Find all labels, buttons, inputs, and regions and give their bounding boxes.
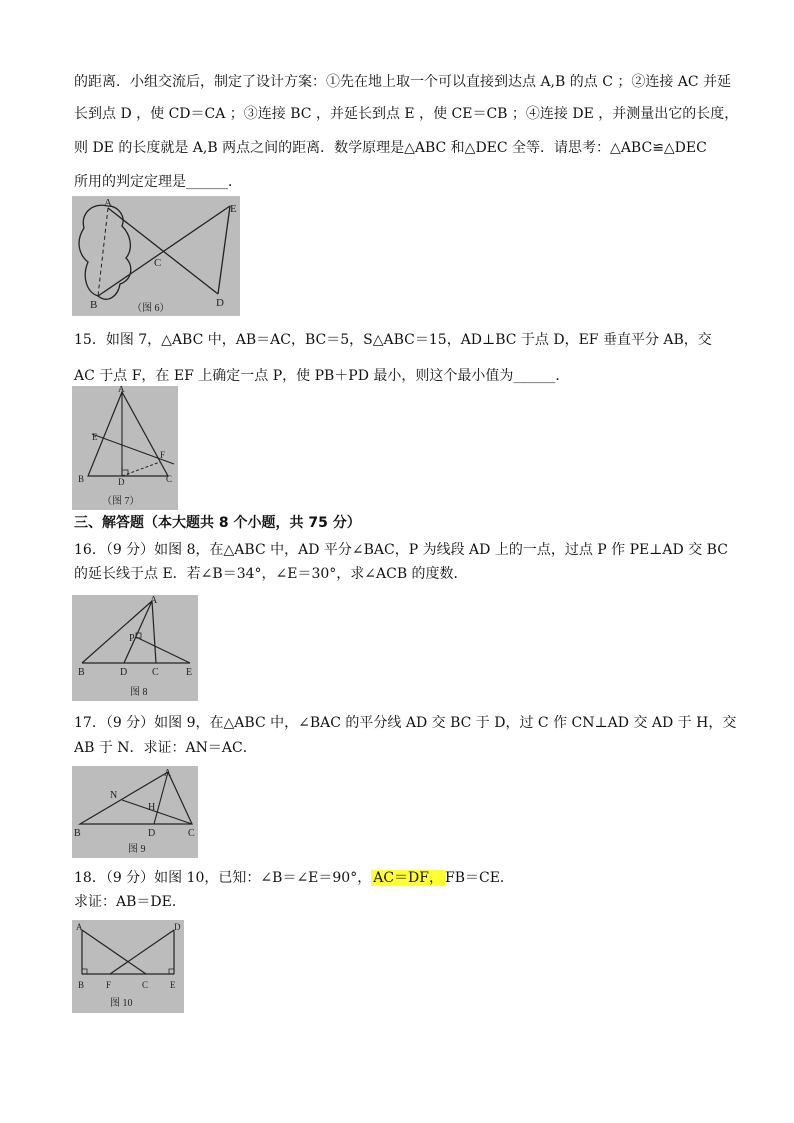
fig9-label-a: A	[164, 768, 172, 779]
p17-line-1: 17．（9 分）如图 9，在△ABC 中，∠BAC 的平分线 AD 交 BC 于 D，过 C 作 CN⊥AD 交 AD 于 H，交	[74, 715, 737, 731]
p18-line-2: 求证：AB＝DE．	[74, 894, 186, 910]
p15-line-2: AC 于点 F，在 EF 上确定一点 P，使 PB＋PD 最小，则这个最小值为______．	[74, 368, 570, 384]
fig7-label-a: A	[118, 386, 125, 394]
fig8-label-b: B	[78, 667, 85, 678]
figure-10	[72, 920, 184, 1013]
p15-line-1: 15．如图 7，△ABC 中，AB＝AC，BC＝5，S△ABC＝15，AD⊥BC 于点 D，EF 垂直平分 AB，交	[74, 332, 712, 348]
fig10-label-e: E	[170, 980, 176, 990]
p14-line-3: 则 DE 的长度就是 A,B 两点之间的距离．数学原理是△ABC 和△DEC 全等．请思考：△ABC≌△DEC	[74, 140, 707, 156]
fig8-label-c: C	[152, 667, 159, 678]
fig8-label-a: A	[150, 595, 158, 606]
fig6-label-c: C	[154, 257, 162, 269]
fig9-label-c: C	[188, 828, 195, 839]
fig9-label-n: N	[110, 790, 118, 801]
p16-line-1: 16．（9 分）如图 8，在△ABC 中，AD 平分∠BAC，P 为线段 AD 上的一点，过点 P 作 PE⊥AD 交 BC	[74, 542, 728, 558]
fig9-label-h: H	[148, 802, 156, 813]
p14-line-2: 长到点 D ，使 CD＝CA ；③连接 BC ，并延长到点 E ，使 CE＝CB ；④连接 DE ，并测量出它的长度，	[74, 106, 739, 122]
fig9-label-d: D	[148, 828, 156, 839]
p16-line-2: 的延长线于点 E．若∠B＝34°，∠E＝30°，求∠ACB 的度数．	[74, 566, 468, 582]
fig6-label-a: A	[104, 197, 112, 209]
fig7-label-e: E	[92, 432, 98, 442]
p17-line-2: AB 于 N．求证：AN＝AC．	[74, 740, 257, 756]
fig7-label-b: B	[78, 474, 85, 484]
fig10-label-c: C	[142, 980, 149, 990]
p18-given-text: 18．（9 分）如图 10，已知：∠B＝∠E＝90°，	[74, 870, 372, 886]
section-3-heading: 三、解答题（本大题共 8 个小题，共 75 分）	[74, 515, 361, 531]
fig8-label-p: P	[129, 633, 135, 644]
fig8-caption: 图 8	[130, 687, 148, 698]
fig10-label-a: A	[76, 922, 83, 932]
p18-given-text-end: FB＝CE．	[445, 870, 514, 886]
fig9-caption: 图 9	[128, 844, 146, 855]
p18-line-1	[74, 868, 514, 888]
p14-line-1: 的距离．小组交流后，制定了设计方案：①先在地上取一个可以直接到达点 A,B 的点 C ；②连接 AC 并延	[74, 74, 732, 90]
fig10-caption: 图 10	[110, 998, 133, 1009]
fig7-label-f: F	[160, 450, 166, 460]
fig6-caption: （图 6）	[132, 303, 170, 314]
figure-6	[72, 196, 240, 316]
fig6-label-b: B	[90, 299, 98, 311]
fig6-label-d: D	[216, 297, 224, 309]
fig10-label-b: B	[78, 980, 85, 990]
fig7-label-d: D	[118, 477, 125, 487]
fig8-label-d: D	[120, 667, 128, 678]
fig10-label-d: D	[174, 922, 181, 932]
figure-8	[72, 595, 198, 701]
fig9-label-b: B	[74, 828, 81, 839]
p18-highlighted-condition: AC＝DF，	[373, 870, 443, 886]
fig7-caption: （图 7）	[102, 496, 140, 507]
p14-line-4: 所用的判定定理是______．	[74, 174, 242, 190]
fig6-label-e: E	[230, 203, 237, 215]
fig10-label-f: F	[106, 980, 112, 990]
fig7-label-c: C	[166, 474, 173, 484]
fig8-label-e: E	[186, 667, 193, 678]
figure-7	[72, 386, 178, 510]
figure-9	[72, 766, 198, 858]
